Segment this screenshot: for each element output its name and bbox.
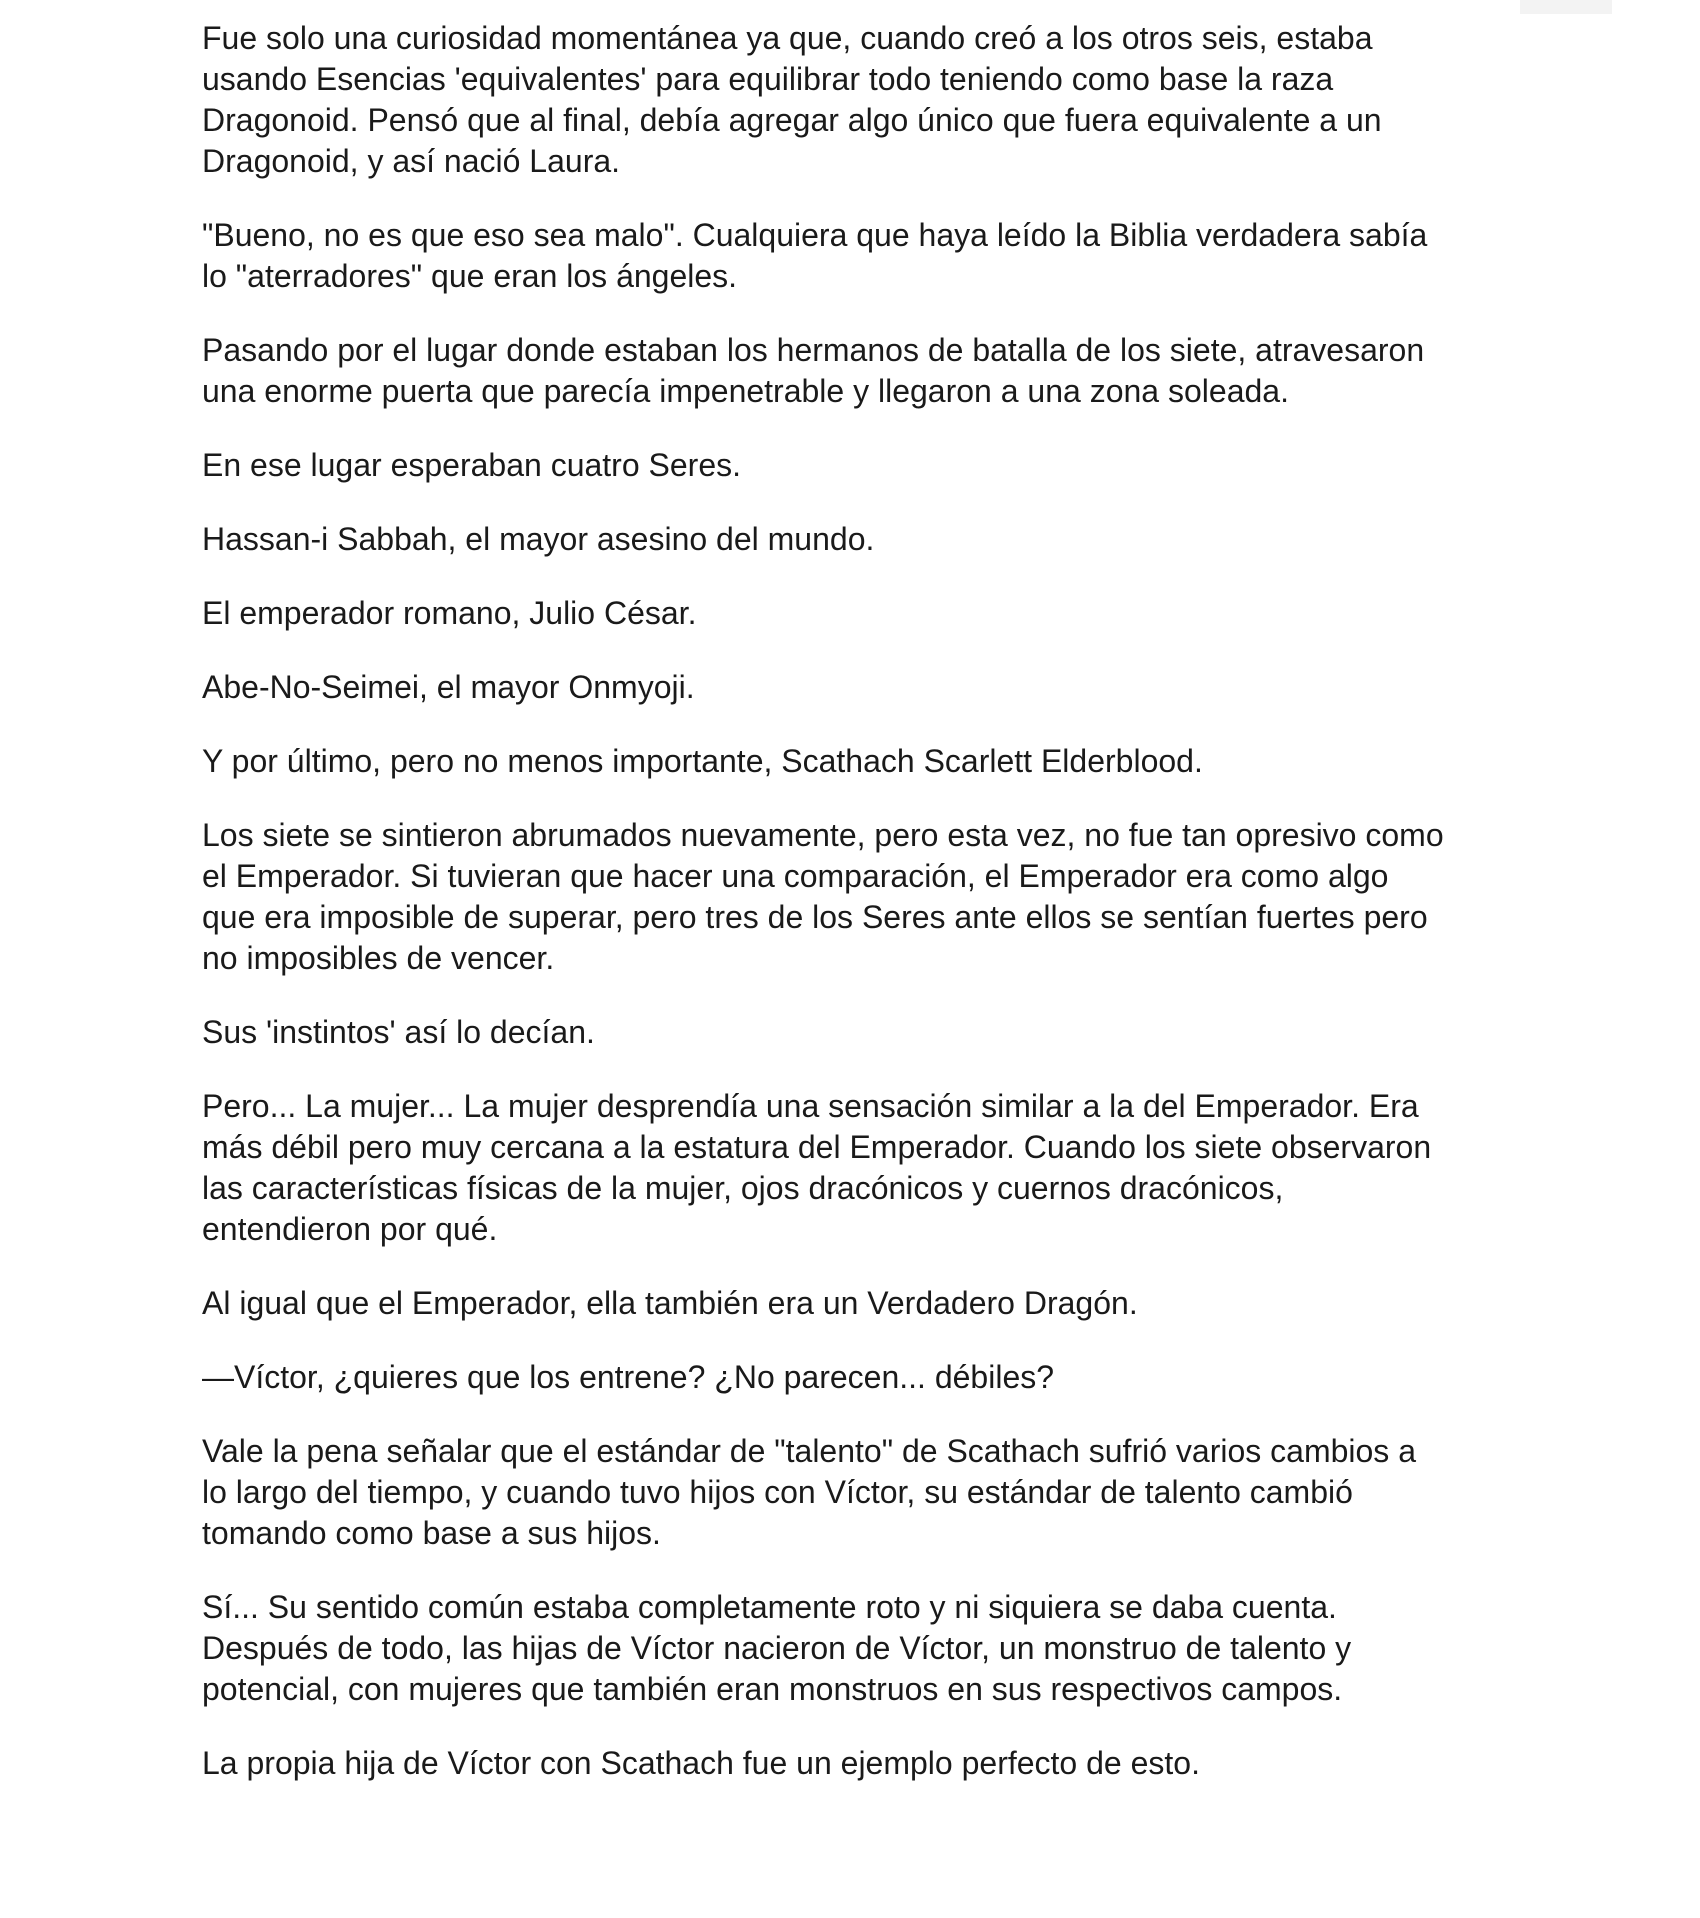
paragraph: En ese lugar esperaban cuatro Seres. bbox=[202, 447, 741, 483]
paragraph: Abe-No-Seimei, el mayor Onmyoji. bbox=[202, 669, 695, 705]
paragraph: Fue solo una curiosidad momentánea ya que, cuando creó a los otros seis, estaba usando Esencias 'equivalentes' para equilibrar todo teniendo como base la raza Dragonoid. Pensó que al final, debía agregar algo único que fuera equivalente a un Dragonoid, y así nació Laura. bbox=[202, 20, 1382, 179]
paragraph: Pasando por el lugar donde estaban los hermanos de batalla de los siete, atravesaron una enorme puerta que parecía impenetrable y llegaron a una zona soleada. bbox=[202, 332, 1425, 409]
paragraph: Sus 'instintos' así lo decían. bbox=[202, 1014, 595, 1050]
paragraph: Al igual que el Emperador, ella también era un Verdadero Dragón. bbox=[202, 1285, 1138, 1321]
paragraph: Sí... Su sentido común estaba completamente roto y ni siquiera se daba cuenta. Después de todo, las hijas de Víctor nacieron de Víctor, un monstruo de talento y potencial, con mujeres que también eran monstruos en sus respectivos campos. bbox=[202, 1589, 1352, 1707]
paragraph: La propia hija de Víctor con Scathach fue un ejemplo perfecto de esto. bbox=[202, 1745, 1200, 1781]
document-body bbox=[202, 18, 1522, 1817]
paragraph: El emperador romano, Julio César. bbox=[202, 595, 697, 631]
paragraph: Vale la pena señalar que el estándar de "talento" de Scathach sufrió varios cambios a lo largo del tiempo, y cuando tuvo hijos con Víctor, su estándar de talento cambió tomando como base a sus hijos. bbox=[202, 1433, 1416, 1551]
paragraph: Pero... La mujer... La mujer desprendía una sensación similar a la del Emperador. Era más débil pero muy cercana a la estatura del Emperador. Cuando los siete observaron las características físicas de la mujer, ojos dracónicos y cuernos dracónicos, entendieron por qué. bbox=[202, 1088, 1432, 1247]
paragraph: Los siete se sintieron abrumados nuevamente, pero esta vez, no fue tan opresivo como el Emperador. Si tuvieran que hacer una comparación, el Emperador era como algo que era imposible de superar, pero tres de los Seres ante ellos se sentían fuertes pero no imposibles de vencer. bbox=[202, 817, 1444, 976]
paragraph: "Bueno, no es que eso sea malo". Cualquiera que haya leído la Biblia verdadera sabía lo "aterradores" que eran los ángeles. bbox=[202, 217, 1428, 294]
paragraph: Hassan-i Sabbah, el mayor asesino del mundo. bbox=[202, 521, 875, 557]
paragraph: —Víctor, ¿quieres que los entrene? ¿No parecen... débiles? bbox=[202, 1359, 1055, 1395]
paragraph: Y por último, pero no menos importante, Scathach Scarlett Elderblood. bbox=[202, 743, 1203, 779]
corner-mark bbox=[1520, 0, 1612, 14]
